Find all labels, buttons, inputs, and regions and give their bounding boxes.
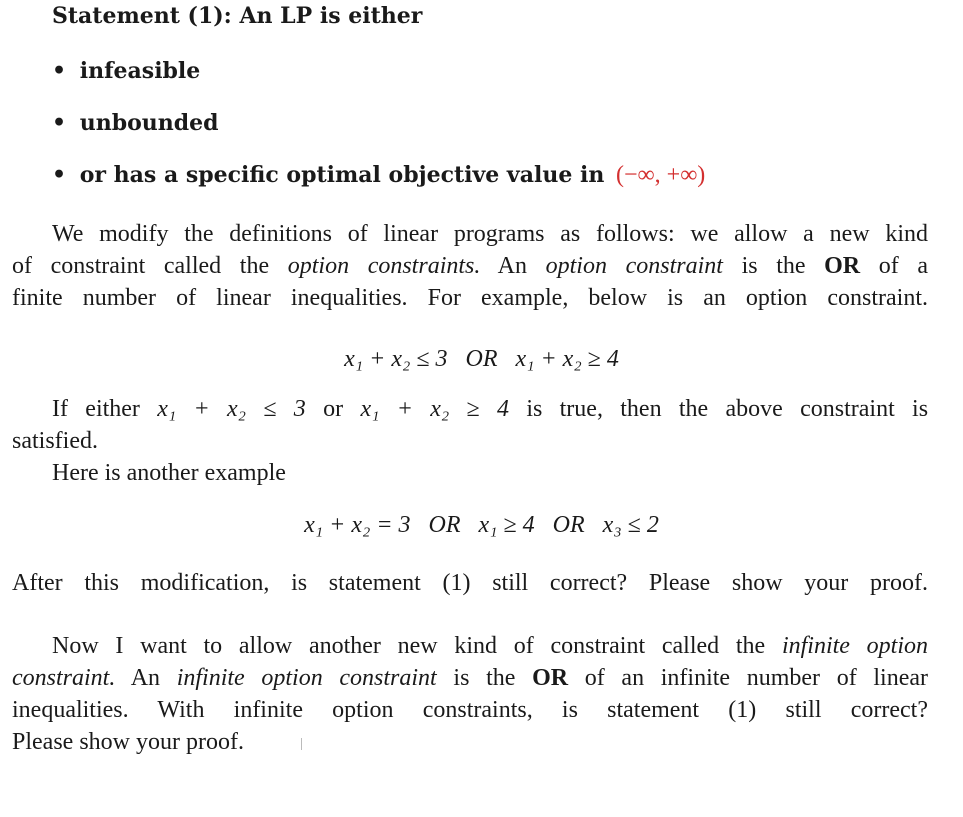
bullet-label: or has a specific optimal objective value in xyxy=(79,162,605,188)
text-run: of an infinite number of linear xyxy=(584,665,929,691)
text-cursor xyxy=(301,738,302,750)
text-run: is the xyxy=(741,253,806,279)
statement-title: Statement (1): An LP is either xyxy=(52,3,423,29)
interval-range: (−∞, +∞) xyxy=(616,162,706,188)
paragraph-option-constraint xyxy=(12,218,928,314)
emphasis-term: constraint. xyxy=(12,665,116,691)
bullet-label: unbounded xyxy=(79,110,219,136)
paragraph-line: finite number of linear inequalities. For example, below is an option constraint. xyxy=(12,285,928,311)
bullet-item-unbounded xyxy=(52,110,219,136)
bullet-icon: • xyxy=(52,162,67,188)
paragraph-line: inequalities. With infinite option constraints, is statement (1) still correct? xyxy=(12,697,928,723)
text-run: or xyxy=(323,396,344,422)
emphasis-term: infinite option constraint xyxy=(176,665,437,691)
paragraph-line: After this modification, is statement (1) still correct? Please show your proof. xyxy=(12,570,928,596)
text-run: is true, then the above constraint is xyxy=(526,396,929,422)
paragraph-line: Here is another example xyxy=(52,460,286,486)
paragraph-line xyxy=(12,250,928,282)
text-run: An xyxy=(497,253,528,279)
example-equation-2: x₁ + x₂ = 3 OR x₁ ≥ 4 OR x₃ ≤ 2 xyxy=(304,512,659,538)
bullet-item-infeasible xyxy=(52,58,200,84)
example-equation-1: x₁ + x₂ ≤ 3 OR x₁ + x₂ ≥ 4 xyxy=(344,346,619,372)
paragraph-line xyxy=(12,630,928,662)
text-run: of constraint called the xyxy=(12,253,270,279)
paragraph-line xyxy=(12,662,928,694)
paragraph-satisfied xyxy=(12,393,928,489)
text-run: An xyxy=(130,665,161,691)
paragraph-line xyxy=(12,393,928,425)
paragraph-infinite-option xyxy=(12,630,928,758)
bold-term: OR xyxy=(532,665,569,691)
bold-term: OR xyxy=(824,253,861,279)
question-statement-correct xyxy=(12,567,928,599)
inline-math: x₁ + x₂ ≤ 3 xyxy=(157,396,306,422)
emphasis-term: option constraints. xyxy=(287,253,481,279)
paragraph-line: Please show your proof. xyxy=(12,729,244,755)
text-run: Now I want to allow another new kind of constraint called the xyxy=(52,633,766,659)
bullet-icon: • xyxy=(52,110,67,136)
paragraph-line: satisfied. xyxy=(12,428,98,454)
bullet-icon: • xyxy=(52,58,67,84)
emphasis-term: option constraint xyxy=(545,253,723,279)
text-run: If either xyxy=(52,396,140,422)
paragraph-line: We modify the definitions of linear programs as follows: we allow a new kind xyxy=(52,221,928,247)
text-run: of a xyxy=(878,253,929,279)
text-run: is the xyxy=(453,665,516,691)
bullet-label: infeasible xyxy=(79,58,201,84)
emphasis-term: infinite option xyxy=(781,633,928,659)
bullet-item-optimal xyxy=(52,162,705,189)
inline-math: x₁ + x₂ ≥ 4 xyxy=(360,396,510,422)
